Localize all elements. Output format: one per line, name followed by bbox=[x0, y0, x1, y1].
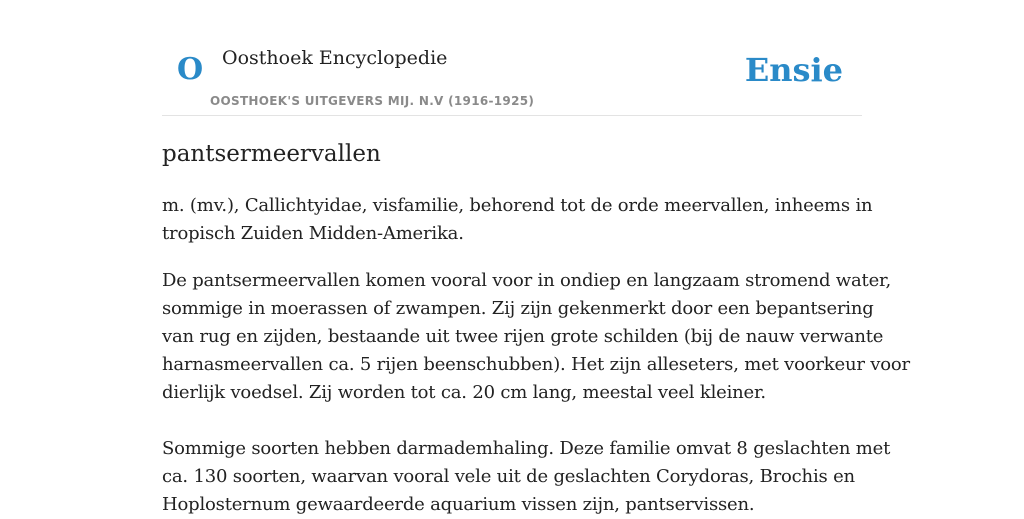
publication-title[interactable]: Oosthoek Encyclopedie bbox=[222, 47, 448, 69]
paragraph-line: De pantsermeervallen komen vooral voor in ondiep en langzaam stromend water, bbox=[162, 270, 891, 291]
paragraph-line: sommige in moerassen of zwampen. Zij zijn gekenmerkt door een bepantsering bbox=[162, 298, 874, 319]
article-paragraph-3 bbox=[162, 435, 891, 519]
publisher-label: OOSTHOEK'S UITGEVERS MIJ. N.V (1916-1925) bbox=[210, 94, 535, 108]
ensie-home-link[interactable]: Ensie bbox=[744, 51, 843, 89]
publication-logo[interactable]: O bbox=[177, 52, 204, 87]
paragraph-line: van rug en zijden, bestaande uit twee rijen grote schilden (bij de nauw verwante bbox=[162, 326, 884, 347]
paragraph-line: Sommige soorten hebben darmademhaling. Deze familie omvat 8 geslachten met bbox=[162, 438, 891, 459]
paragraph-line: harnasmeervallen ca. 5 rijen beenschubben). Het zijn alleseters, met voorkeur voor bbox=[162, 354, 910, 375]
paragraph-line: dierlijk voedsel. Zij worden tot ca. 20 cm lang, meestal veel kleiner. bbox=[162, 382, 766, 403]
paragraph-line: tropisch Zuiden Midden-Amerika. bbox=[162, 223, 464, 244]
article-paragraph-2 bbox=[162, 267, 910, 407]
paragraph-line: ca. 130 soorten, waarvan vooral vele uit de geslachten Corydoras, Brochis en bbox=[162, 466, 855, 487]
article-paragraph-1 bbox=[162, 192, 873, 248]
page bbox=[162, 0, 910, 515]
article-title: pantsermeervallen bbox=[162, 141, 381, 167]
paragraph-line: Hoplosternum gewaardeerde aquarium vissen zijn, pantservissen. bbox=[162, 494, 755, 515]
paragraph-line: m. (mv.), Callichtyidae, visfamilie, behorend tot de orde meervallen, inheems in bbox=[162, 195, 873, 216]
publication-header bbox=[162, 0, 862, 116]
